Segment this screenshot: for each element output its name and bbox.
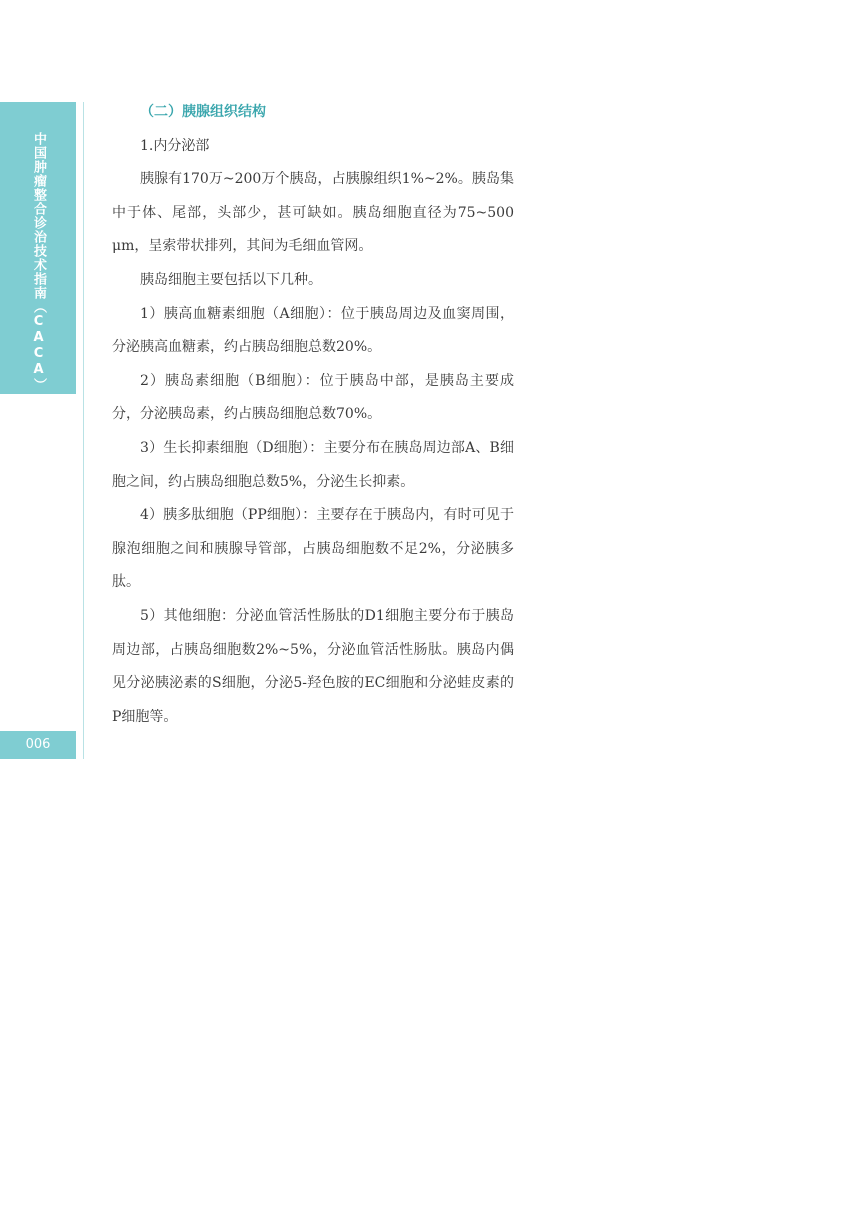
paragraph-other-cells: 5）其他细胞：分泌血管活性肠肽的D1细胞主要分布于胰岛周边部，占胰岛细胞数2%~5%，分泌血管活性肠肽。胰岛内偶见分泌胰泌素的S细胞，分泌5-羟色胺的EC细胞和分泌蛙皮素的P细胞等。 xyxy=(112,607,514,725)
paragraph-a-cells: 1）胰高血糖素细胞（A细胞）：位于胰岛周边及血窦周围，分泌胰高血糖素，约占胰岛细胞总数20%。 xyxy=(112,305,514,356)
main-content xyxy=(112,96,514,734)
section-heading: （二）胰腺组织结构 xyxy=(140,104,266,120)
subsection-heading: 1.内分泌部 xyxy=(140,137,210,154)
sidebar-book-title: 中国肿瘤整合诊治技术指南（CACA） xyxy=(31,132,46,392)
margin-divider xyxy=(83,102,84,759)
paragraph-islet-overview: 胰腺有170万~200万个胰岛，占胰腺组织1%~2%。胰岛集中于体、尾部，头部少，甚可缺如。胰岛细胞直径为75~500 μm，呈索带状排列，其间为毛细血管网。 xyxy=(112,171,514,255)
paragraph-b-cells: 2）胰岛素细胞（B细胞）：位于胰岛中部，是胰岛主要成分，分泌胰岛素，约占胰岛细胞总数70%。 xyxy=(112,372,514,423)
paragraph-pp-cells: 4）胰多肽细胞（PP细胞）：主要存在于胰岛内，有时可见于腺泡细胞之间和胰腺导管部，占胰岛细胞数不足2%，分泌胰多肽。 xyxy=(112,507,514,591)
paragraph-cell-types-intro: 胰岛细胞主要包括以下几种。 xyxy=(140,271,322,288)
paragraph-d-cells: 3）生长抑素细胞（D细胞）：主要分布在胰岛周边部A、B细胞之间，约占胰岛细胞总数5%，分泌生长抑素。 xyxy=(112,439,514,490)
page-number-badge: 006 xyxy=(0,731,76,759)
